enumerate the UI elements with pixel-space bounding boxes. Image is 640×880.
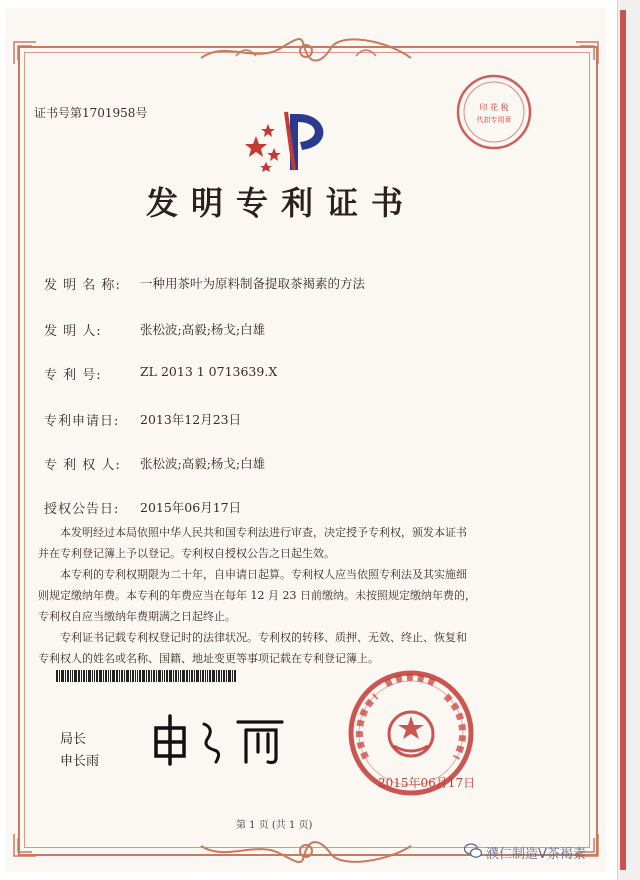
field-value-filing-date: 2013年12月23日	[140, 412, 242, 427]
certificate-title: 发明专利证书	[146, 184, 417, 222]
director-title: 局长	[60, 732, 87, 747]
director-name: 申长雨	[60, 754, 100, 769]
field-label-invention-name: 发 明 名 称:	[44, 278, 121, 293]
bottom-ornament	[196, 840, 416, 864]
svg-text:印 花 税: 印 花 税	[479, 103, 509, 112]
field-value-inventor: 张松波;高毅;杨戈;白雄	[140, 322, 266, 337]
certificate-sheet	[6, 8, 606, 872]
statement-line: 则规定缴纳年费。本专利的年费应当在每年 12 月 23 日前缴纳。未按照规定缴纳年费的，	[38, 589, 476, 602]
statement-line: 并在专利登记簿上予以登记。专利权自授权公告之日起生效。	[38, 547, 335, 560]
corner-ornament	[12, 40, 38, 66]
certificate-statement	[38, 522, 578, 669]
patent-office-logo-icon	[238, 106, 338, 178]
statement-line: 专利权自应当缴纳年费期满之日起终止。	[38, 610, 236, 623]
field-value-patent-number: ZL 2013 1 0713639.X	[140, 364, 278, 379]
barcode	[56, 670, 286, 682]
corner-ornament	[12, 832, 38, 858]
statement-line: 专利权人的姓名或名称、国籍、地址变更等事项记载在专利登记簿上。	[38, 652, 379, 665]
top-ornament	[196, 38, 416, 64]
printing-seal-icon	[454, 72, 534, 152]
field-label-grant-date: 授权公告日:	[44, 502, 120, 517]
issue-date: 2015年06月17日	[378, 776, 476, 790]
statement-line: 本专利的专利权期限为二十年，自申请日起算。专利权人应当依照专利法及其实施细	[60, 568, 467, 581]
wechat-icon	[464, 843, 482, 859]
field-label-inventor: 发 明 人:	[44, 324, 102, 339]
svg-text:代扣专用章: 代扣专用章	[476, 116, 512, 124]
corner-ornament	[574, 40, 600, 66]
statement-line: 专利证书记载专利权登记时的法律状况。专利权的转移、质押、无效、终止、恢复和	[60, 631, 467, 644]
watermark-text: 濮仁制造V茶褐素	[486, 847, 586, 862]
field-value-invention-name: 一种用茶叶为原料制备提取茶褐素的方法	[140, 276, 366, 291]
page-edge	[617, 0, 640, 880]
director-signature	[146, 708, 296, 768]
field-value-grant-date: 2015年06月17日	[140, 500, 242, 515]
statement-line: 本发明经过本局依照中华人民共和国专利法进行审查，决定授予专利权，颁发本证书	[60, 526, 467, 539]
field-label-patentee: 专 利 权 人:	[44, 458, 121, 473]
page-footer: 第 1 页 (共 1 页)	[236, 820, 313, 831]
field-value-patentee: 张松波;高毅;杨戈;白雄	[140, 456, 266, 471]
certificate-number: 证书号第1701958号	[34, 106, 148, 120]
field-label-filing-date: 专利申请日:	[44, 414, 120, 429]
field-label-patent-number: 专 利 号:	[44, 368, 102, 383]
